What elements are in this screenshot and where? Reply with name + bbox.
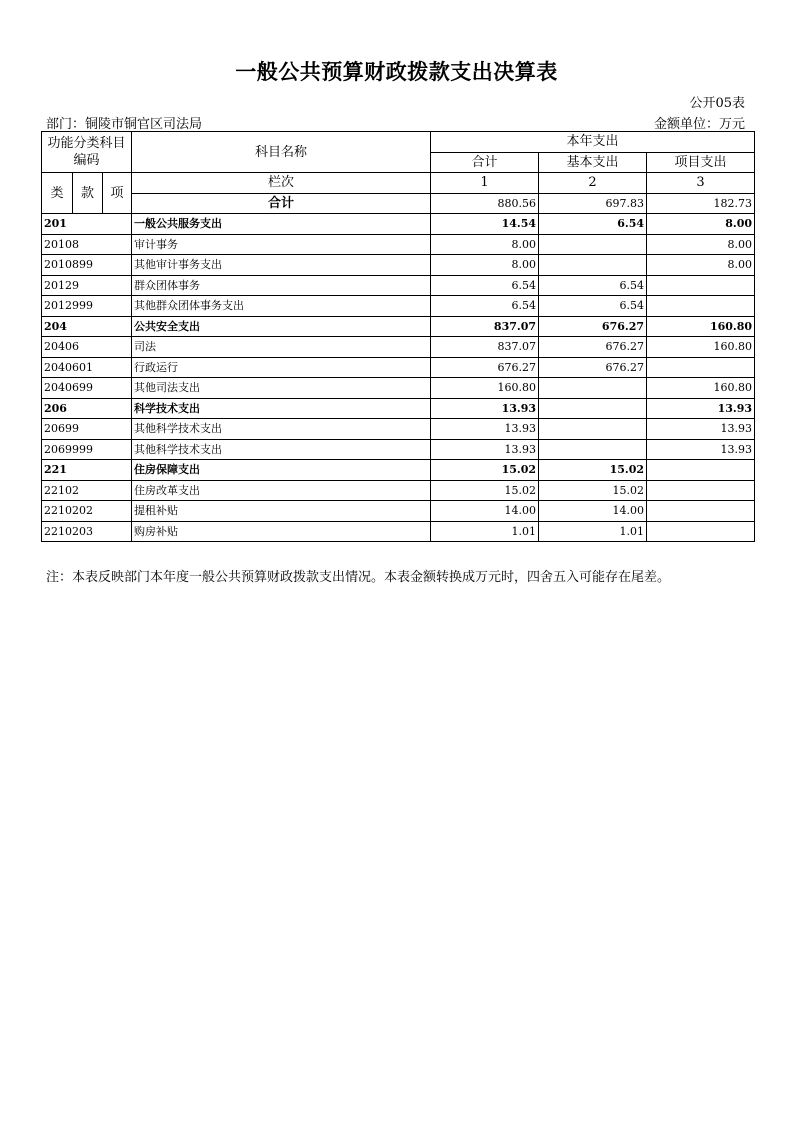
row-total: 6.54	[431, 296, 539, 317]
table-row	[42, 501, 755, 522]
department-label: 部门：铜陵市铜官区司法局	[46, 117, 203, 132]
row-code: 20108	[42, 234, 132, 255]
row-code: 22102	[42, 480, 132, 501]
row-basic: 6.54	[539, 214, 647, 235]
row-total: 13.93	[431, 398, 539, 419]
row-subject-name: 一般公共服务支出	[132, 214, 431, 235]
row-basic	[539, 419, 647, 440]
row-subject-name: 住房保障支出	[132, 460, 431, 481]
row-code: 206	[42, 398, 132, 419]
table-row	[42, 378, 755, 399]
row-project: 13.93	[647, 398, 755, 419]
header-subject-name: 科目名称	[132, 132, 431, 173]
row-subject-name: 提租补贴	[132, 501, 431, 522]
header-lei: 类	[42, 173, 73, 214]
row-basic	[539, 234, 647, 255]
table-row	[42, 480, 755, 501]
form-number: 公开05表	[689, 96, 745, 111]
row-subject-name: 其他科学技术支出	[132, 439, 431, 460]
header-year-spending: 本年支出	[431, 132, 755, 153]
row-subject-name: 审计事务	[132, 234, 431, 255]
header-kuan: 款	[73, 173, 103, 214]
row-basic: 676.27	[539, 316, 647, 337]
row-total: 15.02	[431, 480, 539, 501]
row-total: 837.07	[431, 337, 539, 358]
row-code: 2040699	[42, 378, 132, 399]
table-row	[42, 398, 755, 419]
row-total: 160.80	[431, 378, 539, 399]
table-row	[42, 296, 755, 317]
row-project	[647, 521, 755, 542]
row-subject-name: 购房补贴	[132, 521, 431, 542]
row-total: 676.27	[431, 357, 539, 378]
grand-total-project: 182.73	[647, 193, 755, 214]
row-basic: 15.02	[539, 460, 647, 481]
row-subject-name: 群众团体事务	[132, 275, 431, 296]
row-project: 160.80	[647, 378, 755, 399]
table-row	[42, 214, 755, 235]
row-basic: 676.27	[539, 357, 647, 378]
row-basic: 14.00	[539, 501, 647, 522]
table-row	[42, 275, 755, 296]
page-title: 一般公共预算财政拨款支出决算表	[235, 60, 558, 84]
table-row	[42, 357, 755, 378]
row-code: 2069999	[42, 439, 132, 460]
row-subject-name: 其他司法支出	[132, 378, 431, 399]
header-column-order: 栏次	[132, 173, 431, 194]
table-row	[42, 460, 755, 481]
row-code: 20699	[42, 419, 132, 440]
header-xiang: 项	[103, 173, 132, 214]
grand-total-total: 880.56	[431, 193, 539, 214]
row-total: 13.93	[431, 439, 539, 460]
row-code: 2012999	[42, 296, 132, 317]
row-code: 20129	[42, 275, 132, 296]
row-subject-name: 其他科学技术支出	[132, 419, 431, 440]
grand-total-basic: 697.83	[539, 193, 647, 214]
row-basic: 676.27	[539, 337, 647, 358]
row-project: 160.80	[647, 316, 755, 337]
row-basic: 15.02	[539, 480, 647, 501]
row-basic	[539, 255, 647, 276]
row-subject-name: 住房改革支出	[132, 480, 431, 501]
row-basic: 6.54	[539, 275, 647, 296]
row-basic: 6.54	[539, 296, 647, 317]
row-basic	[539, 378, 647, 399]
row-total: 14.54	[431, 214, 539, 235]
row-total: 14.00	[431, 501, 539, 522]
row-total: 13.93	[431, 419, 539, 440]
row-total: 8.00	[431, 234, 539, 255]
row-project: 13.93	[647, 439, 755, 460]
row-total: 8.00	[431, 255, 539, 276]
row-code: 221	[42, 460, 132, 481]
row-total: 837.07	[431, 316, 539, 337]
row-basic	[539, 398, 647, 419]
grand-total-label: 合计	[132, 193, 431, 214]
row-basic	[539, 439, 647, 460]
row-subject-name: 其他审计事务支出	[132, 255, 431, 276]
row-project: 13.93	[647, 419, 755, 440]
row-project: 8.00	[647, 234, 755, 255]
row-subject-name: 科学技术支出	[132, 398, 431, 419]
row-code: 20406	[42, 337, 132, 358]
row-code: 2040601	[42, 357, 132, 378]
row-total: 6.54	[431, 275, 539, 296]
row-subject-name: 公共安全支出	[132, 316, 431, 337]
unit-label: 金额单位：万元	[653, 117, 745, 132]
table-note: 注：本表反映部门本年度一般公共预算财政拨款支出情况。本表金额转换成万元时，四舍五入可能存在尾差。	[46, 570, 671, 585]
row-code: 2010899	[42, 255, 132, 276]
header-code-group: 功能分类科目编码	[42, 132, 132, 173]
table-row	[42, 316, 755, 337]
header-col2: 2	[539, 173, 647, 194]
row-project	[647, 480, 755, 501]
table-row	[42, 419, 755, 440]
table-row	[42, 337, 755, 358]
table-row	[42, 439, 755, 460]
header-basic: 基本支出	[539, 152, 647, 173]
row-code: 2210202	[42, 501, 132, 522]
table-row	[42, 255, 755, 276]
row-project: 8.00	[647, 255, 755, 276]
header-col1: 1	[431, 173, 539, 194]
header-col3: 3	[647, 173, 755, 194]
row-project	[647, 357, 755, 378]
row-project	[647, 501, 755, 522]
row-project: 160.80	[647, 337, 755, 358]
row-project: 8.00	[647, 214, 755, 235]
row-total: 15.02	[431, 460, 539, 481]
row-total: 1.01	[431, 521, 539, 542]
row-project	[647, 460, 755, 481]
row-subject-name: 行政运行	[132, 357, 431, 378]
table-row	[42, 521, 755, 542]
row-subject-name: 司法	[132, 337, 431, 358]
row-code: 201	[42, 214, 132, 235]
row-code: 2210203	[42, 521, 132, 542]
row-subject-name: 其他群众团体事务支出	[132, 296, 431, 317]
header-project: 项目支出	[647, 152, 755, 173]
table-row	[42, 234, 755, 255]
row-basic: 1.01	[539, 521, 647, 542]
row-project	[647, 296, 755, 317]
header-total: 合计	[431, 152, 539, 173]
row-project	[647, 275, 755, 296]
expenditure-table	[41, 131, 755, 542]
row-code: 204	[42, 316, 132, 337]
